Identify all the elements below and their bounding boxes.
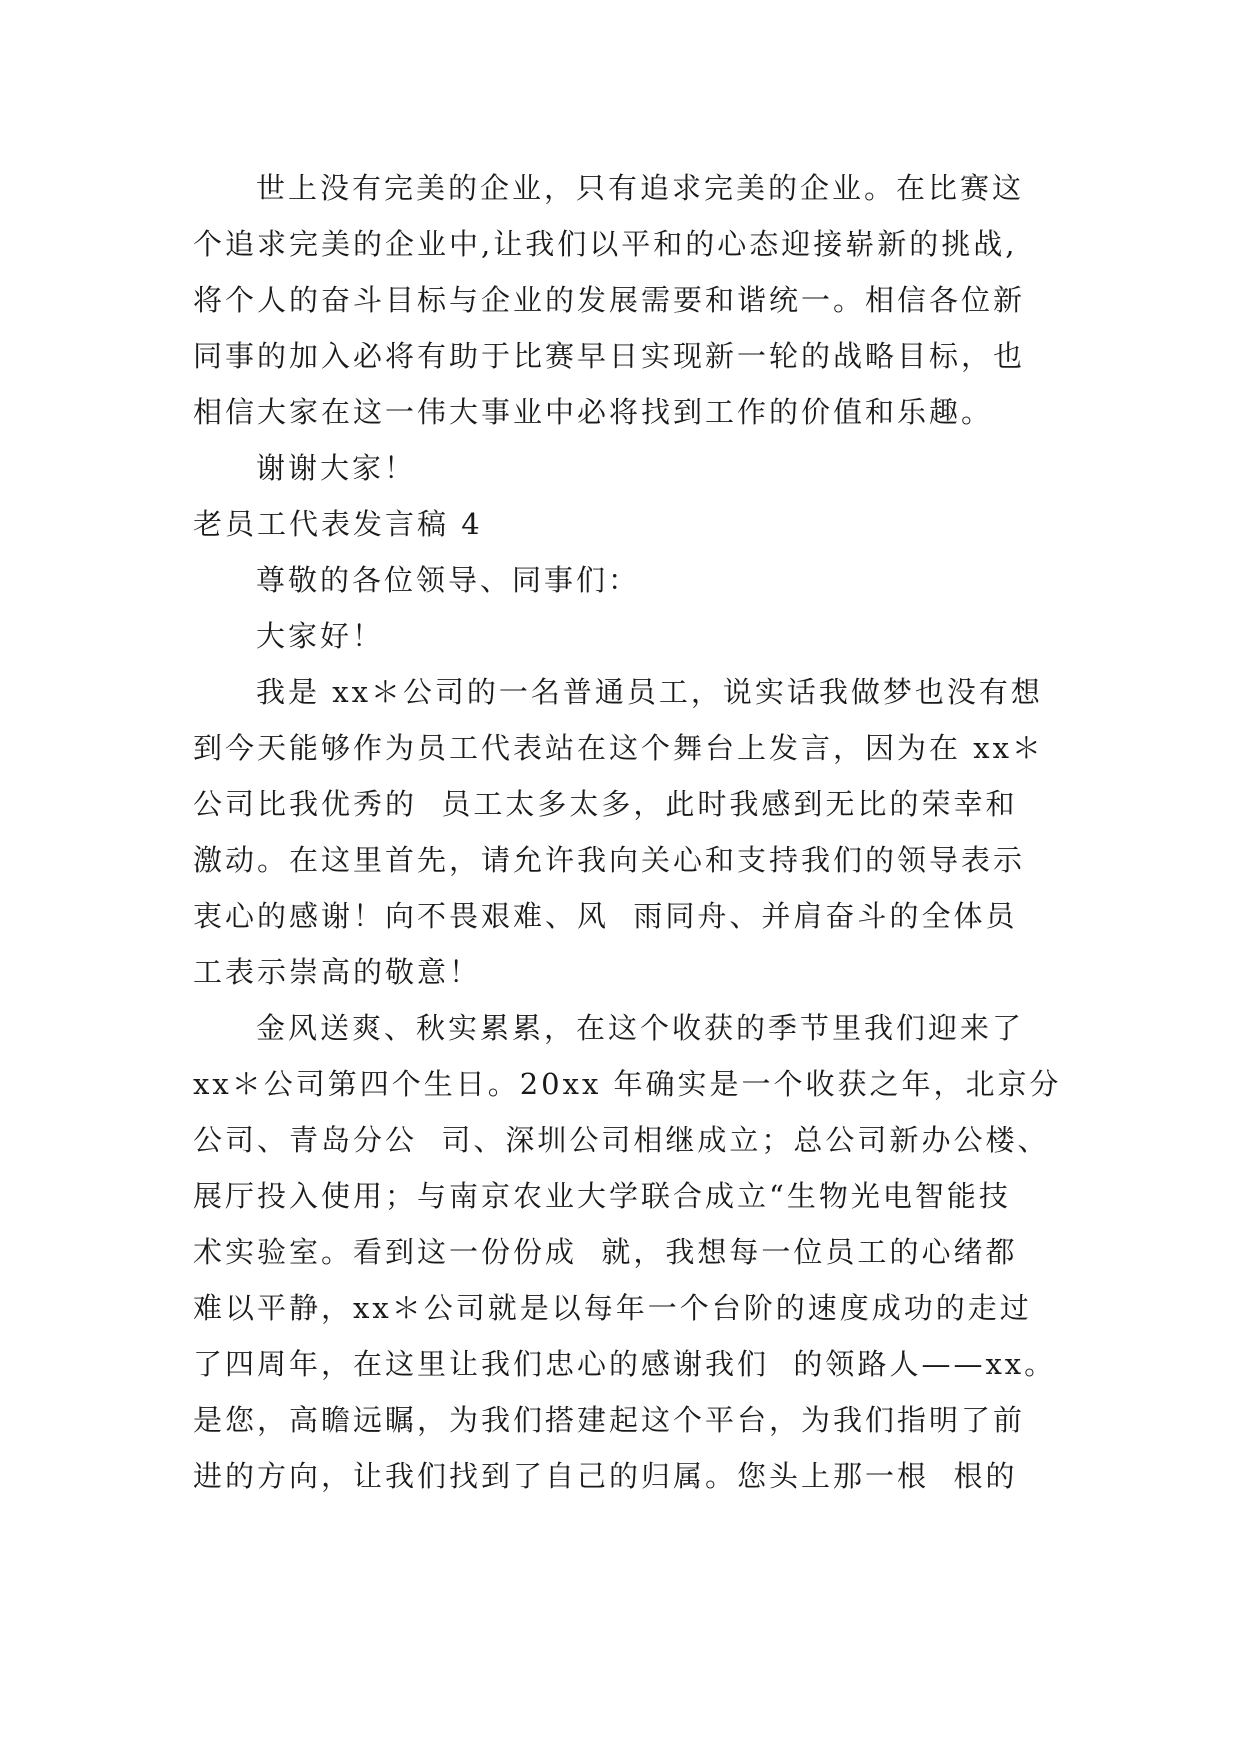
text-line: 同事的加入必将有助于比赛早日实现新一轮的战略目标，也 [193, 339, 1026, 373]
text-line: xx＊公司第四个生日。20xx 年确实是一个收获之年，北京分 [193, 1067, 1062, 1101]
text-line: 公司、青岛分公 司、深圳公司相继成立；总公司新办公楼、 [193, 1123, 1050, 1157]
text-line: 个追求完美的企业中,让我们以平和的心态迎接崭新的挑战, [193, 227, 1018, 261]
text-line: 进的方向，让我们找到了自己的归属。您头上那一根 根的 [193, 1459, 1018, 1493]
text-line: 术实验室。看到这一份份成 就，我想每一位员工的心绪都 [193, 1235, 1018, 1269]
text-line: 激动。在这里首先，请允许我向关心和支持我们的领导表示 [193, 843, 1026, 877]
text-line: 世上没有完美的企业，只有追求完美的企业。在比赛这 [256, 171, 1025, 205]
text-line: 相信大家在这一伟大事业中必将找到工作的价值和乐趣。 [193, 395, 994, 429]
text-line: 公司比我优秀的 员工太多太多，此时我感到无比的荣幸和 [193, 787, 1018, 821]
text-line: 了四周年，在这里让我们忠心的感谢我们 的领路人——xx。 [193, 1347, 1057, 1381]
text-line: 难以平静，xx＊公司就是以每年一个台阶的速度成功的走过 [193, 1291, 1032, 1325]
text-line: 工表示崇高的敬意！ [193, 955, 482, 989]
section-heading: 老员工代表发言稿 4 [193, 507, 483, 541]
text-line: 衷心的感谢！向不畏艰难、风 雨同舟、并肩奋斗的全体员 [193, 899, 1018, 933]
text-line: 是您，高瞻远瞩，为我们搭建起这个平台，为我们指明了前 [193, 1403, 1026, 1437]
closing-remark: 谢谢大家！ [256, 451, 417, 485]
text-line: 金风送爽、秋实累累，在这个收获的季节里我们迎来了 [256, 1011, 1025, 1045]
text-line: 我是 xx＊公司的一名普通员工，说实话我做梦也没有想 [256, 675, 1043, 709]
text-line: 到今天能够作为员工代表站在这个舞台上发言，因为在 xx＊ [193, 731, 1044, 765]
text-line: 将个人的奋斗目标与企业的发展需要和谐统一。相信各位新 [193, 283, 1026, 317]
text-line: 展厅投入使用；与南京农业大学联合成立“生物光电智能技 [193, 1179, 1011, 1213]
greeting: 大家好！ [256, 619, 385, 653]
salutation: 尊敬的各位领导、同事们： [256, 563, 641, 597]
